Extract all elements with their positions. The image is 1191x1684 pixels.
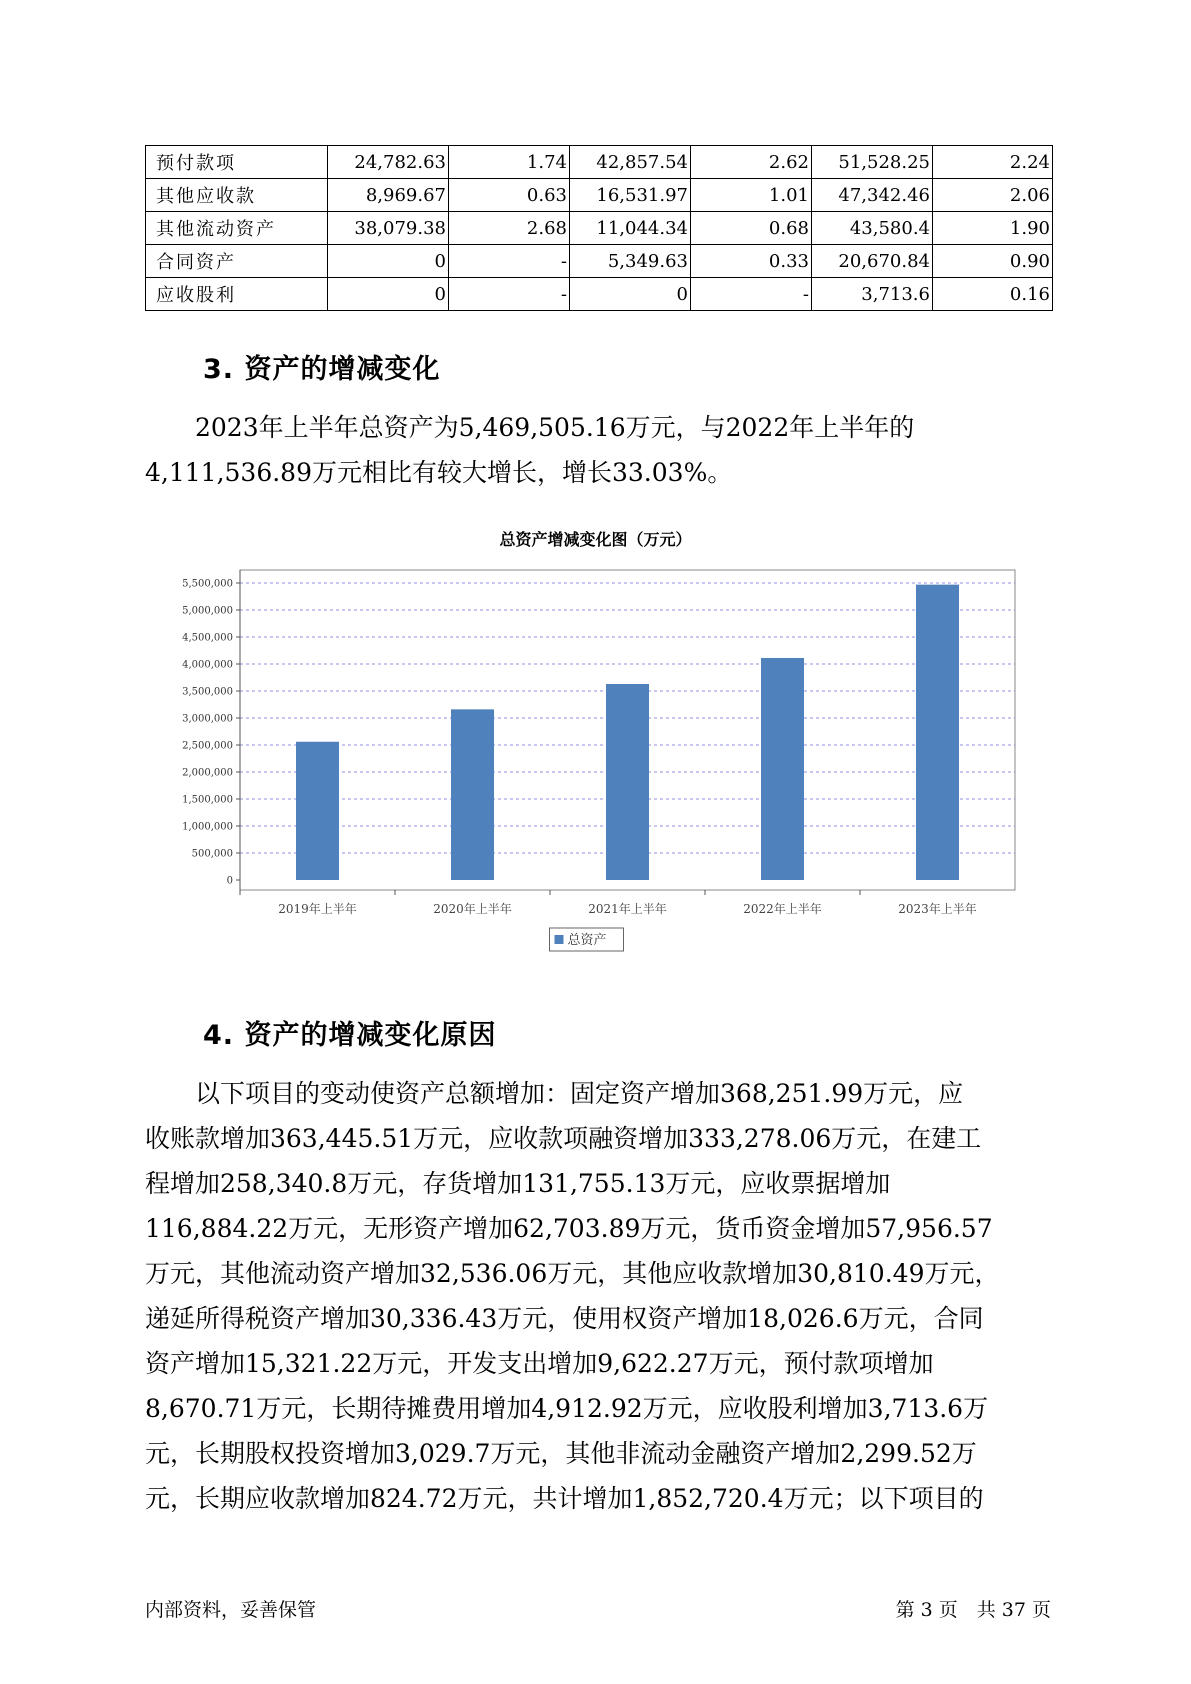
- table-cell: 38,079.38: [328, 212, 449, 245]
- y-tick-label: 4,000,000: [182, 659, 233, 671]
- y-tick-label: 2,500,000: [182, 740, 233, 752]
- row-label: 合同资产: [146, 245, 328, 278]
- table-row: [146, 212, 1053, 245]
- table-cell: 16,531.97: [570, 179, 691, 212]
- paragraph-line: 116,884.22万元，无形资产增加62,703.89万元，货币资金增加57,956.57: [145, 1214, 993, 1243]
- row-label: 其他流动资产: [146, 212, 328, 245]
- bar: [606, 684, 649, 880]
- bar: [451, 709, 494, 880]
- paragraph-line: 元，长期股权投资增加3,029.7万元，其他非流动金融资产增加2,299.52万: [145, 1439, 977, 1468]
- section-4-heading: 4. 资产的增减变化原因: [203, 1020, 497, 1051]
- table-cell: 0.90: [933, 245, 1053, 278]
- table-cell: 5,349.63: [570, 245, 691, 278]
- row-label: 应收股利: [146, 278, 328, 311]
- y-tick-label: 1,000,000: [182, 821, 233, 833]
- table-cell: 0.68: [691, 212, 812, 245]
- bar: [916, 585, 959, 880]
- y-tick-label: 500,000: [191, 848, 233, 860]
- y-tick-label: 4,500,000: [182, 632, 233, 644]
- table-row: [146, 278, 1053, 311]
- table-cell: 2.68: [449, 212, 570, 245]
- table-cell: 0.16: [933, 278, 1053, 311]
- table-cell: 47,342.46: [812, 179, 933, 212]
- footer-page-number: 第 3 页 共 37 页: [895, 1599, 1051, 1621]
- paragraph-line: 以下项目的变动使资产总额增加：固定资产增加368,251.99万元，应: [145, 1079, 964, 1108]
- section-4-paragraph: [145, 1071, 1055, 1521]
- table-cell: -: [449, 245, 570, 278]
- table-cell: 1.01: [691, 179, 812, 212]
- table-cell: -: [449, 278, 570, 311]
- table-cell: 1.74: [449, 146, 570, 179]
- table-cell: 0: [328, 245, 449, 278]
- y-tick-label: 3,000,000: [182, 713, 233, 725]
- chart-title: 总资产增减变化图（万元）: [499, 530, 692, 549]
- y-tick-label: 1,500,000: [182, 794, 233, 806]
- legend-swatch: [555, 935, 564, 944]
- y-tick-label: 5,000,000: [182, 605, 233, 617]
- paragraph-line: 8,670.71万元，长期待摊费用增加4,912.92万元，应收股利增加3,713.6万: [145, 1394, 989, 1423]
- footer-left-note: 内部资料，妥善保管: [145, 1599, 317, 1621]
- paragraph-line: 收账款增加363,445.51万元，应收款项融资增加333,278.06万元，在建工: [145, 1124, 982, 1153]
- section-3-paragraph: [145, 405, 1055, 495]
- paragraph-line: 资产增加15,321.22万元，开发支出增加9,622.27万元，预付款项增加: [145, 1349, 934, 1378]
- y-tick-label: 3,500,000: [182, 686, 233, 698]
- y-tick-label: 2,000,000: [182, 767, 233, 779]
- y-tick-label: 0: [226, 875, 233, 887]
- y-tick-label: 5,500,000: [182, 578, 233, 590]
- table-cell: 24,782.63: [328, 146, 449, 179]
- paragraph-line: 程增加258,340.8万元，存货增加131,755.13万元，应收票据增加: [145, 1169, 891, 1198]
- section-3-heading: 3. 资产的增减变化: [203, 354, 441, 385]
- table-cell: 51,528.25: [812, 146, 933, 179]
- table-cell: 8,969.67: [328, 179, 449, 212]
- total-assets-bar-chart: [160, 560, 1030, 980]
- table-cell: 0.33: [691, 245, 812, 278]
- x-tick-label: 2019年上半年: [278, 902, 357, 916]
- paragraph-line: 万元，其他流动资产增加32,536.06万元，其他应收款增加30,810.49万元，: [145, 1259, 1000, 1288]
- table-cell: 11,044.34: [570, 212, 691, 245]
- x-tick-label: 2023年上半年: [898, 902, 977, 916]
- legend-label: 总资产: [567, 933, 607, 948]
- bar: [761, 658, 804, 880]
- table-cell: 2.24: [933, 146, 1053, 179]
- table-cell: 0: [328, 278, 449, 311]
- table-cell: 0.63: [449, 179, 570, 212]
- table-cell: 43,580.4: [812, 212, 933, 245]
- table-row: [146, 179, 1053, 212]
- row-label: 其他应收款: [146, 179, 328, 212]
- x-tick-label: 2021年上半年: [588, 902, 667, 916]
- table-cell: 20,670.84: [812, 245, 933, 278]
- row-label: 预付款项: [146, 146, 328, 179]
- table-cell: 3,713.6: [812, 278, 933, 311]
- table-cell: 2.62: [691, 146, 812, 179]
- x-tick-label: 2022年上半年: [743, 902, 822, 916]
- paragraph-line: 4,111,536.89万元相比有较大增长，增长33.03%。: [145, 458, 733, 487]
- table-row: [146, 245, 1053, 278]
- x-tick-label: 2020年上半年: [433, 902, 512, 916]
- assets-table: [145, 145, 1053, 311]
- table-cell: 1.90: [933, 212, 1053, 245]
- table-row: [146, 146, 1053, 179]
- table-cell: 2.06: [933, 179, 1053, 212]
- paragraph-line: 递延所得税资产增加30,336.43万元，使用权资产增加18,026.6万元，合同: [145, 1304, 984, 1333]
- paragraph-line: 2023年上半年总资产为5,469,505.16万元，与2022年上半年的: [145, 413, 915, 442]
- table-cell: 42,857.54: [570, 146, 691, 179]
- bar: [296, 742, 339, 880]
- table-cell: -: [691, 278, 812, 311]
- table-cell: 0: [570, 278, 691, 311]
- paragraph-line: 元，长期应收款增加824.72万元，共计增加1,852,720.4万元；以下项目的: [145, 1484, 984, 1513]
